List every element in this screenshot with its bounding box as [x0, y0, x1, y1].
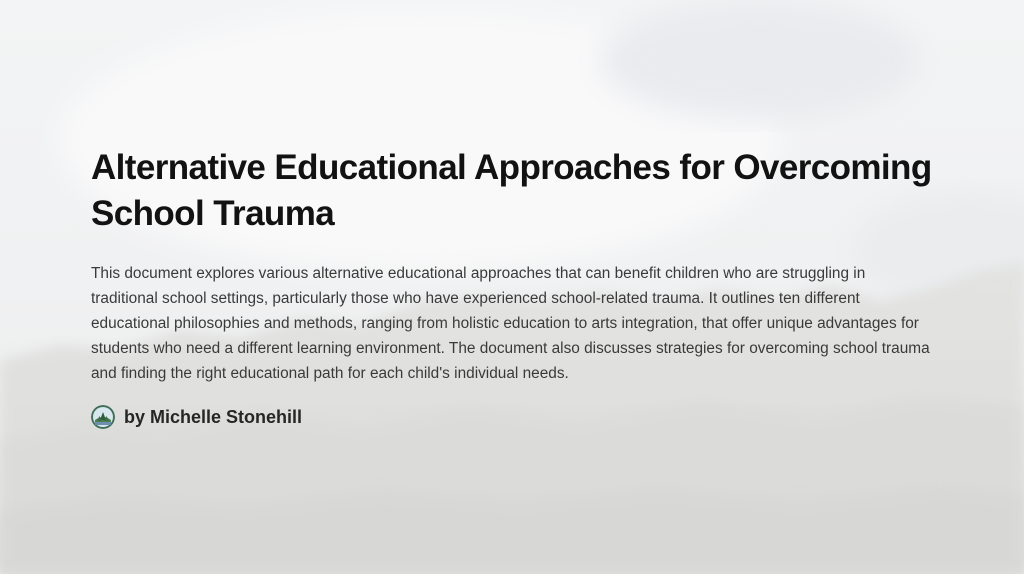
document-card	[91, 145, 941, 430]
author-name: by Michelle Stonehill	[124, 406, 303, 427]
document-title: Alternative Educational Approaches for Overcoming School Trauma	[91, 148, 932, 233]
document-description: This document explores various alternative educational approaches that can benefit children who are struggling in traditional school settings, particularly those who have experienced school-related trauma. It outlines ten different educational philosophies and methods, ranging from holistic education to arts integration, that offer unique advantages for students who need a different learning environment. The document also discusses strategies for overcoming school trauma and finding the right educational path for each child's individual needs.	[91, 265, 930, 382]
author-avatar-icon[interactable]	[91, 405, 115, 429]
author-row	[91, 404, 941, 430]
